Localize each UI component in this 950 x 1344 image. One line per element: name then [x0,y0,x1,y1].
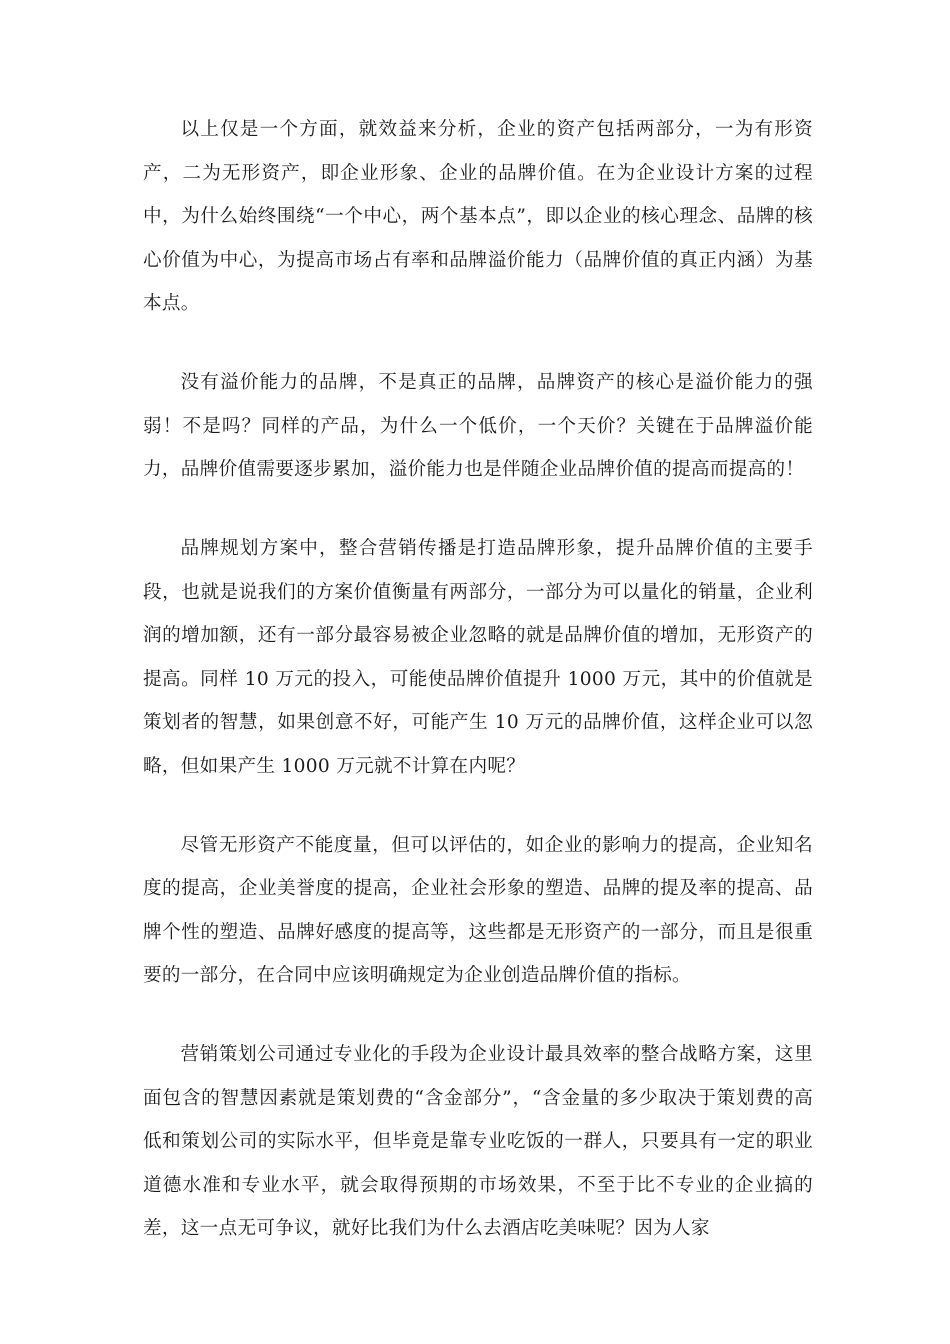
document-body [143,108,813,1286]
paragraph-5: 营销策划公司通过专业化的手段为企业设计最具效率的整合战略方案，这里面包含的智慧因素就是策划费的“含金部分”，“含金量的多少取决于策划费的高低和策划公司的实际水平，但毕竟是靠专业吃饭的一群人，只要具有一定的职业道德水准和专业水平，就会取得预期的市场效果，不至于比不专业的企业搞的差，这一点无可争议，就好比我们为什么去酒店吃美味呢？因为人家 [143,1044,813,1239]
paragraph-4: 尽管无形资产不能度量，但可以评估的，如企业的影响力的提高，企业知名度的提高，企业美誉度的提高，企业社会形象的塑造、品牌的提及率的提高、品牌个性的塑造、品牌好感度的提高等，这些都是无形资产的一部分，而且是很重要的一部分，在合同中应该明确规定为企业创造品牌价值的指标。 [143,834,813,986]
paragraph-3: 品牌规划方案中，整合营销传播是打造品牌形象，提升品牌价值的主要手段，也就是说我们的方案价值衡量有两部分，一部分为可以量化的销量，企业利润的增加额，还有一部分最容易被企业忽略的就是品牌价值的增加，无形资产的提高。同样 10 万元的投入，可能使品牌价值提升 1000 万元，其中的价值就是策划者的智慧，如果创意不好，可能产生 10 万元的品牌价值，这样企业可以忽略，但如果产生 1000 万元就不计算在内呢？ [143,538,813,777]
paragraph-2: 没有溢价能力的品牌，不是真正的品牌，品牌资产的核心是溢价能力的强弱！不是吗？同样的产品，为什么一个低价，一个天价？关键在于品牌溢价能力，品牌价值需要逐步累加，溢价能力也是伴随企业品牌价值的提高而提高的！ [143,372,813,480]
paragraph-1: 以上仅是一个方面，就效益来分析，企业的资产包括两部分，一为有形资产，二为无形资产，即企业形象、企业的品牌价值。在为企业设计方案的过程中，为什么始终围绕“一个中心，两个基本点”，即以企业的核心理念、品牌的核心价值为中心，为提高市场占有率和品牌溢价能力（品牌价值的真正内涵）为基本点。 [143,119,813,314]
